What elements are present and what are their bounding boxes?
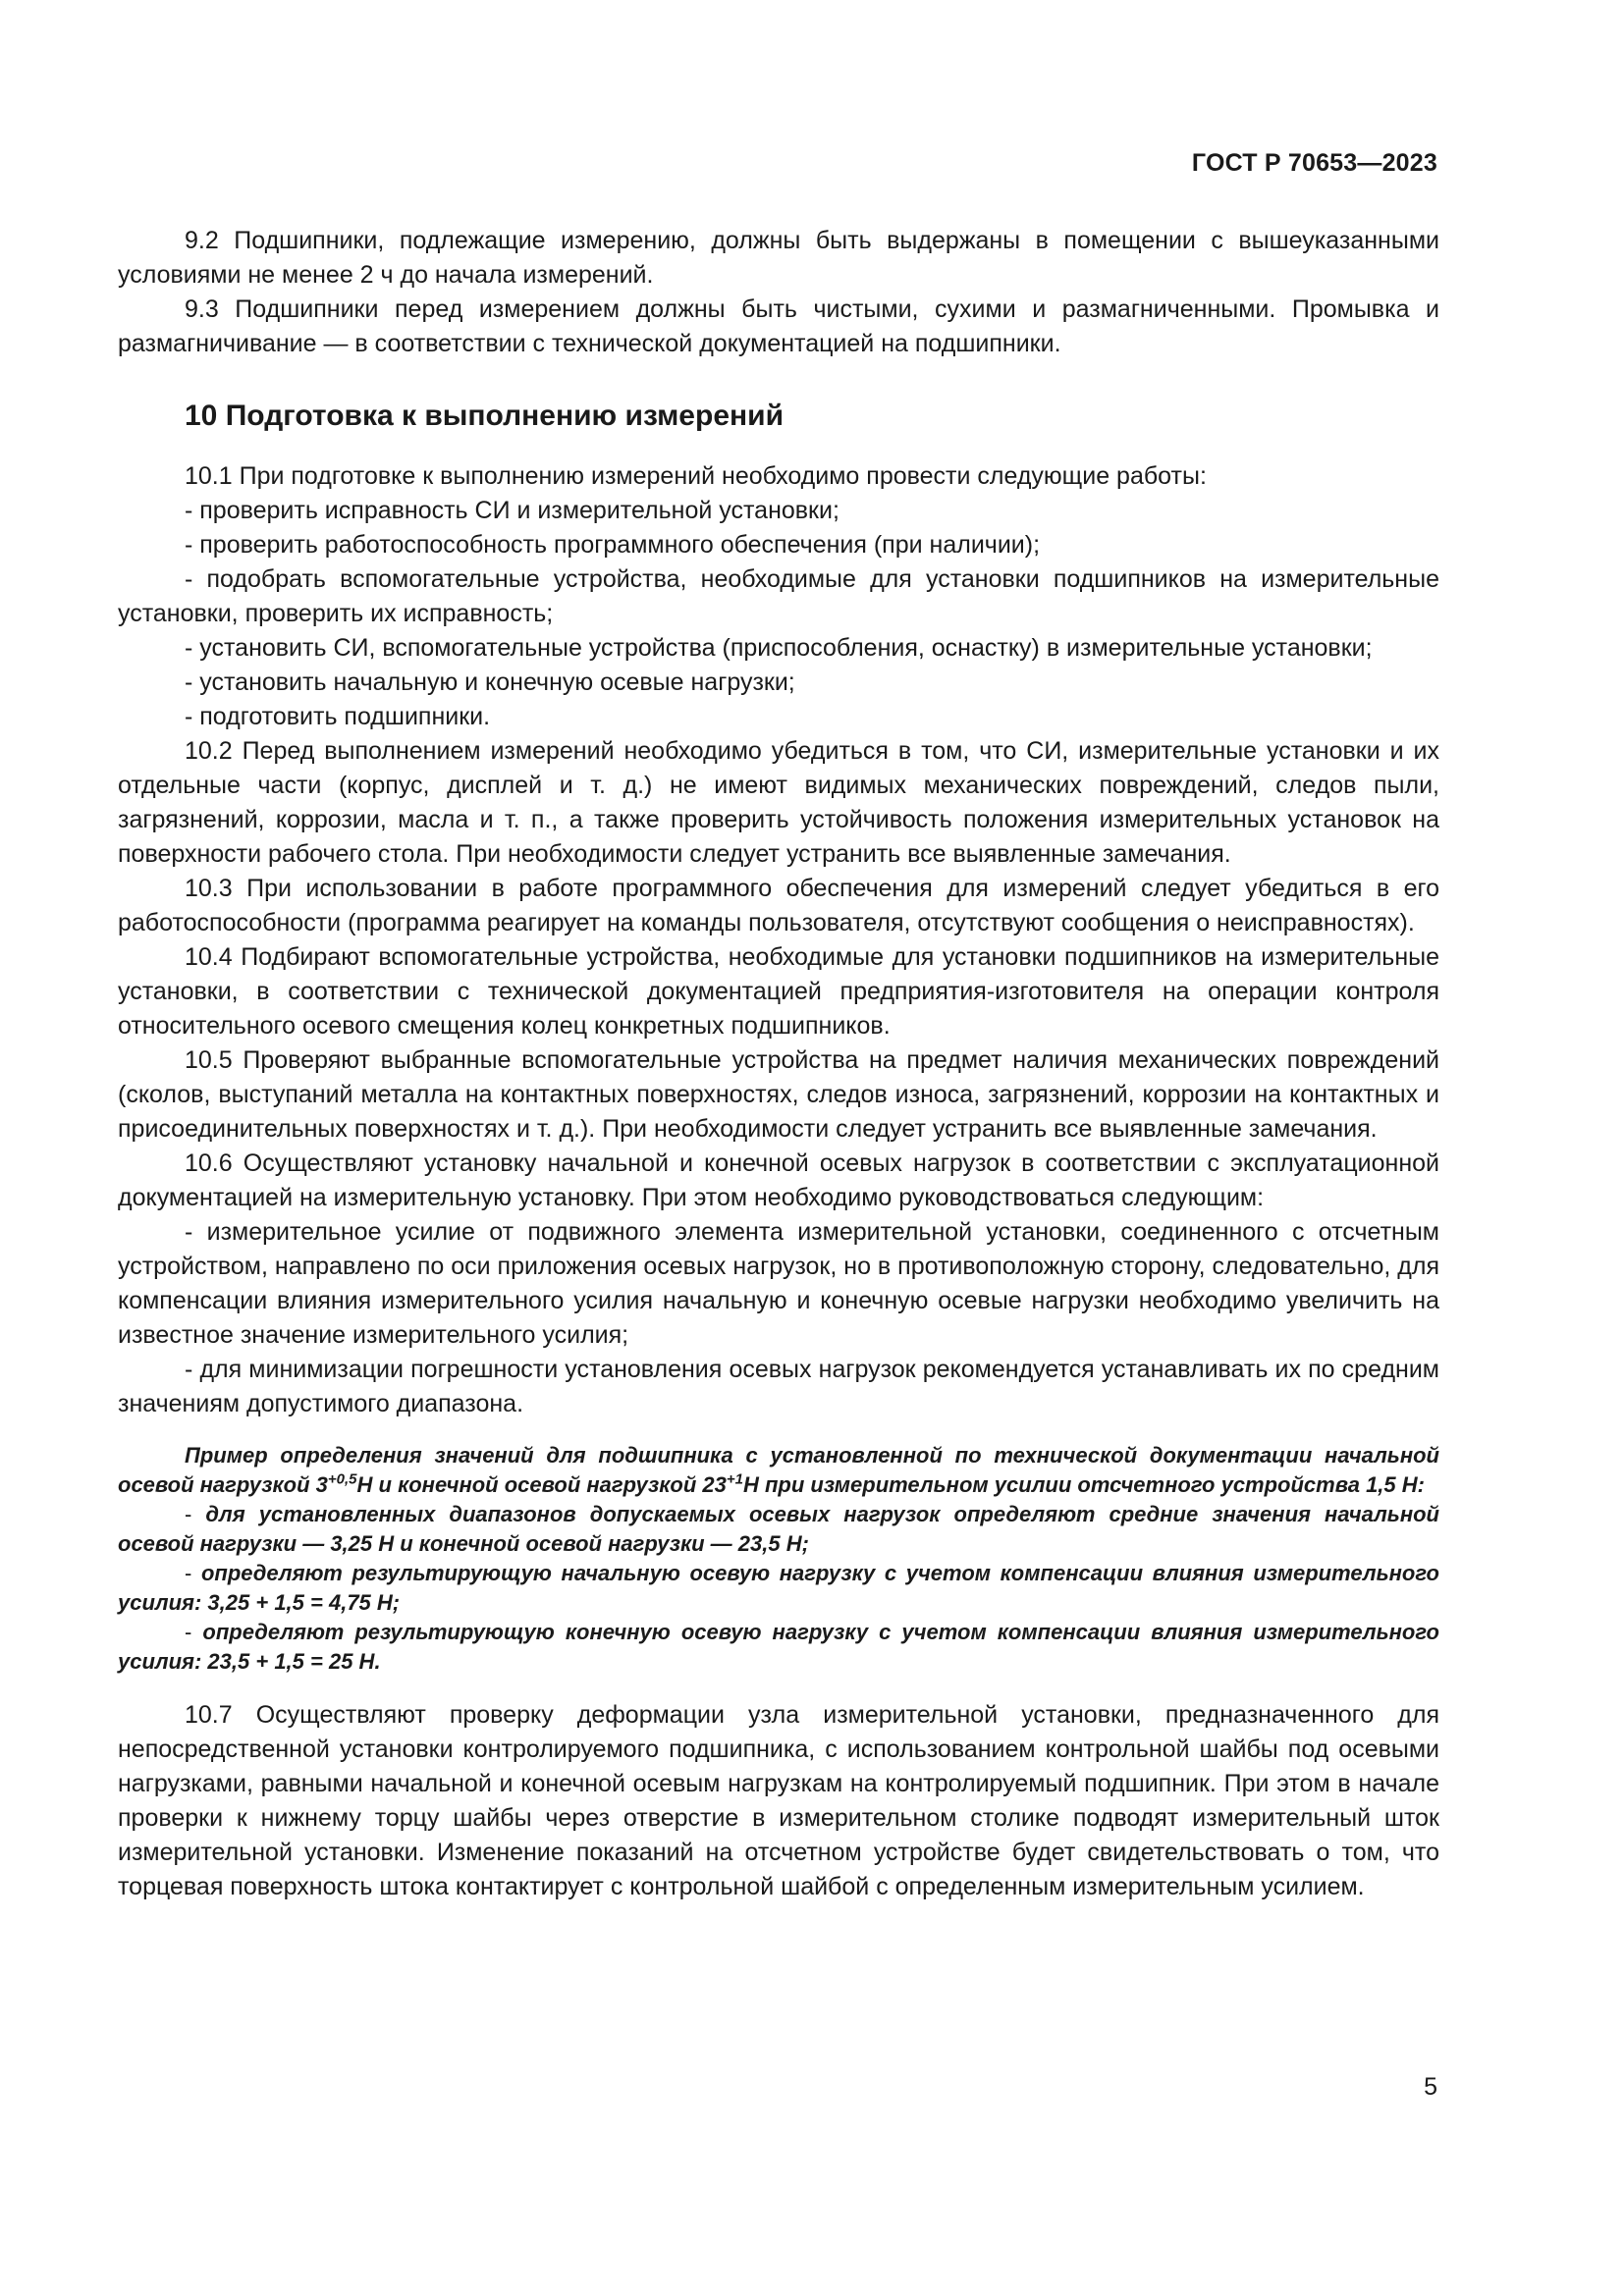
list-item: - подготовить подшипники.: [185, 703, 491, 730]
list-dash: -: [185, 1502, 192, 1526]
paragraph-10-3: 10.3 При использовании в работе программного обеспечения для измерений следует убедиться в его работоспособности (программа реагирует на команды пользователя, отсутствуют сообщения о неисправностях).: [118, 875, 1439, 936]
list-item: - проверить работоспособность программного обеспечения (при наличии);: [185, 531, 1041, 559]
page-number: 5: [1424, 2073, 1437, 2101]
list-item: - установить начальную и конечную осевые нагрузки;: [185, 668, 795, 696]
example-intro: [118, 1441, 1439, 1500]
list-item: - для минимизации погрешности установления осевых нагрузок рекомендуется устанавливать их по средним значениям допустимого диапазона.: [118, 1356, 1439, 1417]
paragraph-10-6: 10.6 Осуществляют установку начальной и конечной осевых нагрузок в соответствии с эксплуатационной документацией на измерительную установку. При этом необходимо руководствоваться следующим:: [118, 1149, 1439, 1211]
example-intro-part-b: Н и конечной осевой нагрузкой 23: [356, 1472, 727, 1497]
list-dash: -: [185, 1561, 192, 1585]
paragraph-10-1: 10.1 При подготовке к выполнению измерений необходимо провести следующие работы:: [185, 462, 1207, 490]
example-block: [118, 1441, 1439, 1677]
document-body: [118, 224, 1439, 1904]
paragraph-10-7: 10.7 Осуществляют проверку деформации узла измерительной установки, предназначенного для непосредственной установки контролируемого подшипника, с использованием контрольной шайбы под осевыми нагрузками, равными начальной и конечной осевым нагрузкам на контролируемый подшипник. При этом в начале проверки к нижнему торцу шайбы через отверстие в измерительном столике подводят измерительный шток измерительной установки. Изменение показаний на отсчетном устройстве будет свидетельствовать о том, что торцевая поверхность штока контактирует с контрольной шайбой с определенным измерительным усилием.: [118, 1701, 1439, 1900]
example-item: [118, 1618, 1439, 1677]
paragraph-10-2: 10.2 Перед выполнением измерений необходимо убедиться в том, что СИ, измерительные установки и их отдельные части (корпус, дисплей и т. д.) не имеют видимых механических повреждений, следов пыли, загрязнений, коррозии, масла и т. п., а также проверить устойчивость положения измерительных установок на поверхности рабочего стола. При необходимости следует устранить все выявленные замечания.: [118, 737, 1439, 868]
list-item: - проверить исправность СИ и измерительной установки;: [185, 497, 839, 524]
example-item-text: для установленных диапазонов допускаемых осевых нагрузок определяют средние значения начальной осевой нагрузки — 3,25 Н и конечной осевой нагрузки — 23,5 Н;: [118, 1502, 1439, 1556]
paragraph-10-5: 10.5 Проверяют выбранные вспомогательные устройства на предмет наличия механических повреждений (сколов, выступаний металла на контактных поверхностях, следов износа, загрязнений, коррозии на контактных и присоединительных поверхностях и т. д.). При необходимости следует устранить все выявленные замечания.: [118, 1046, 1439, 1143]
list-dash: -: [185, 1620, 192, 1644]
example-item-text: определяют результирующую конечную осевую нагрузку с учетом компенсации влияния измерительного усилия: 23,5 + 1,5 = 25 Н.: [118, 1620, 1439, 1674]
example-item: [118, 1500, 1439, 1559]
section-title: 10 Подготовка к выполнению измерений: [185, 400, 785, 432]
list-item: - подобрать вспомогательные устройства, необходимые для установки подшипников на измерительные установки, проверить их исправность;: [118, 565, 1439, 627]
paragraph-9-2: 9.2 Подшипники, подлежащие измерению, должны быть выдержаны в помещении с вышеуказанными условиями не менее 2 ч до начала измерений.: [118, 227, 1439, 289]
list-item: - измерительное усилие от подвижного элемента измерительной установки, соединенного с отсчетным устройством, направлено по оси приложения осевых нагрузок, но в противоположную сторону, следовательно, для компенсации влияния измерительного усилия начальную и конечную осевые нагрузки необходимо увеличить на известное значение измерительного усилия;: [118, 1218, 1439, 1349]
document-code: ГОСТ Р 70653—2023: [1191, 149, 1437, 177]
example-item: [118, 1559, 1439, 1618]
example-intro-part-c: Н при измерительном усилии отсчетного устройства 1,5 Н:: [742, 1472, 1425, 1497]
list-item: - установить СИ, вспомогательные устройства (приспособления, оснастку) в измерительные установки;: [185, 634, 1373, 662]
paragraph-9-3: 9.3 Подшипники перед измерением должны быть чистыми, сухими и размагниченными. Промывка и размагничивание — в соответствии с технической документацией на подшипники.: [118, 295, 1439, 357]
example-intro-part-a: Пример определения значений для подшипника с установленной по технической документации начальной осевой нагрузкой 3: [118, 1443, 1439, 1497]
tolerance-superscript: +1: [726, 1470, 743, 1488]
example-item-text: определяют результирующую начальную осевую нагрузку с учетом компенсации влияния измерительного усилия: 3,25 + 1,5 = 4,75 Н;: [118, 1561, 1439, 1615]
tolerance-superscript: +0,5: [327, 1470, 357, 1488]
paragraph-10-4: 10.4 Подбирают вспомогательные устройства, необходимые для установки подшипников на измерительные установки, в соответствии с технической документацией предприятия-изготовителя на операции контроля относительного осевого смещения колец конкретных подшипников.: [118, 943, 1439, 1040]
